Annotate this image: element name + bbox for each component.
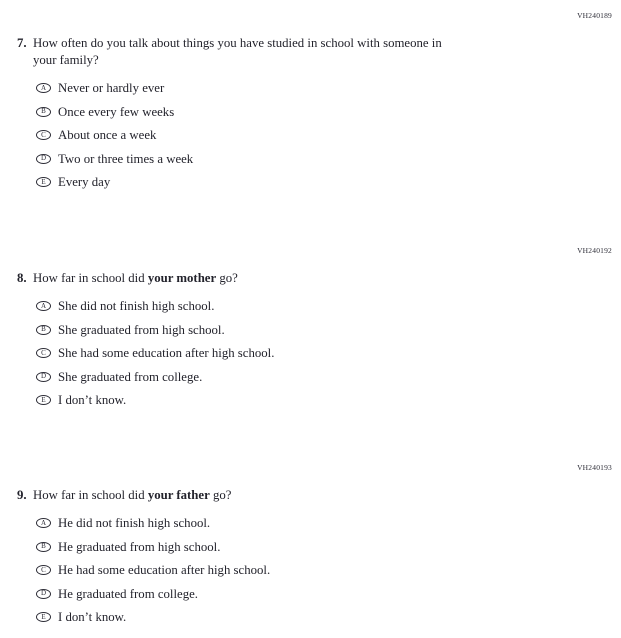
- answer-bubble-icon[interactable]: C: [36, 130, 51, 140]
- answer-bubble-icon[interactable]: D: [36, 589, 51, 599]
- option-row: [36, 345, 621, 361]
- question-number: 9.: [17, 488, 27, 502]
- option-label: Once every few weeks: [58, 104, 175, 119]
- options-list: [0, 298, 621, 408]
- answer-bubble-icon[interactable]: D: [36, 372, 51, 382]
- question-8: [0, 270, 621, 287]
- question-text-prefix: How often do you talk about things you have studied in school with someone in: [33, 36, 442, 50]
- options-list: [0, 80, 621, 190]
- answer-bubble-icon[interactable]: E: [36, 177, 51, 187]
- option-label: I don’t know.: [58, 393, 127, 407]
- option-label: Every day: [58, 175, 111, 189]
- question-text-bold: your mother: [147, 271, 217, 285]
- answer-bubble-icon[interactable]: C: [36, 348, 51, 358]
- answer-bubble-icon[interactable]: A: [36, 301, 51, 311]
- answer-bubble-icon[interactable]: B: [36, 325, 51, 335]
- option-row: [36, 80, 621, 96]
- option-label: He graduated from high school.: [58, 539, 221, 554]
- item-code: VH240189: [577, 11, 612, 20]
- option-label: He graduated from college.: [58, 586, 198, 601]
- question-text-bold: your father: [147, 488, 210, 502]
- option-row: [36, 515, 621, 531]
- question-block-9: [0, 464, 621, 633]
- item-code: VH240192: [577, 246, 612, 255]
- option-label: Never or hardly ever: [58, 81, 165, 95]
- option-row: [36, 298, 621, 314]
- option-label: Two or three times a week: [58, 151, 194, 166]
- answer-bubble-icon[interactable]: E: [36, 612, 51, 622]
- question-9: [0, 487, 621, 504]
- item-code: VH240193: [577, 463, 612, 472]
- question-number: 8.: [17, 271, 27, 285]
- option-label: About once a week: [58, 128, 157, 142]
- option-row: [36, 322, 621, 338]
- question-block-8: [0, 247, 621, 416]
- option-row: [36, 104, 621, 120]
- question-number: 7.: [17, 36, 27, 50]
- question-text-suffix: go?: [209, 488, 232, 502]
- option-label: He had some education after high school.: [58, 563, 271, 577]
- option-row: [36, 151, 621, 167]
- options-list: [0, 515, 621, 625]
- option-row: [36, 127, 621, 143]
- question-line-1: [33, 270, 238, 287]
- question-line-1: [33, 35, 442, 52]
- question-text: [33, 270, 238, 287]
- option-label: She graduated from college.: [58, 369, 203, 384]
- question-text-prefix: How far in school did: [33, 488, 148, 502]
- option-label: I don’t know.: [58, 610, 127, 624]
- option-row: [36, 369, 621, 385]
- question-text: [33, 35, 442, 69]
- answer-bubble-icon[interactable]: A: [36, 83, 51, 93]
- option-label: He did not finish high school.: [58, 516, 211, 530]
- option-row: [36, 562, 621, 578]
- option-row: [36, 392, 621, 408]
- question-text-prefix: How far in school did: [33, 271, 148, 285]
- answer-bubble-icon[interactable]: E: [36, 395, 51, 405]
- question-text: [33, 487, 231, 504]
- answer-bubble-icon[interactable]: D: [36, 154, 51, 164]
- option-label: She did not finish high school.: [58, 299, 215, 313]
- option-row: [36, 609, 621, 625]
- question-text-suffix: go?: [216, 271, 238, 285]
- option-row: [36, 539, 621, 555]
- question-7: [0, 35, 621, 69]
- answer-bubble-icon[interactable]: B: [36, 107, 51, 117]
- question-line-2: your family?: [33, 53, 99, 67]
- answer-bubble-icon[interactable]: C: [36, 565, 51, 575]
- question-block-7: [0, 12, 621, 198]
- option-row: [36, 586, 621, 602]
- question-line-1: [33, 487, 231, 504]
- option-row: [36, 174, 621, 190]
- answer-bubble-icon[interactable]: A: [36, 518, 51, 528]
- option-label: She had some education after high school.: [58, 346, 275, 360]
- option-label: She graduated from high school.: [58, 322, 225, 337]
- answer-bubble-icon[interactable]: B: [36, 542, 51, 552]
